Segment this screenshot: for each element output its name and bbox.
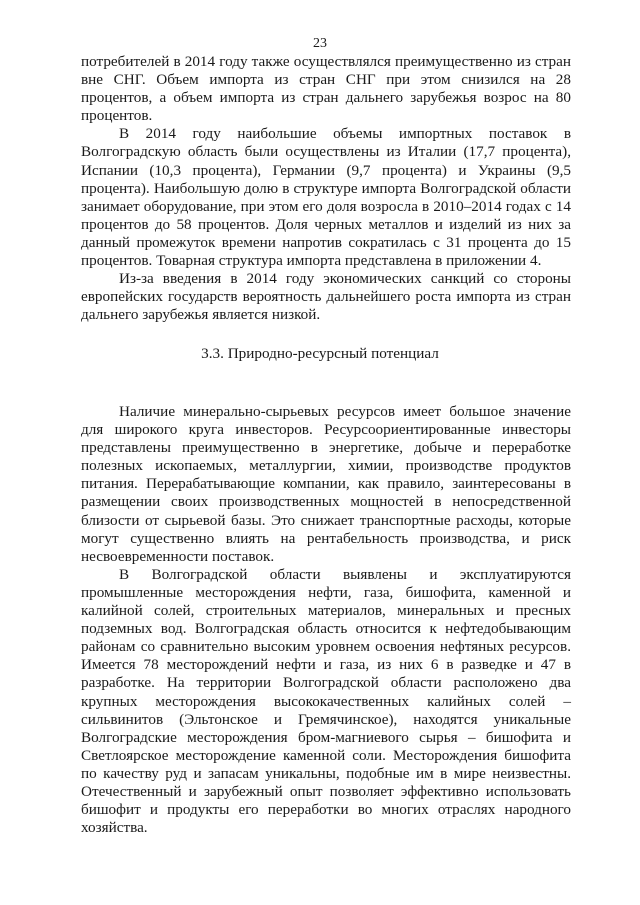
paragraph: потребителей в 2014 году также осуществлялся преимущественно из стран вне СНГ. Объем импорта из стран СНГ при этом снизился на 28 процентов, а объем импорта из стран дальнего зарубежья возрос на 80 процентов. <box>81 53 571 125</box>
paragraph: В 2014 году наибольшие объемы импортных поставок в Волгоградскую область были осуществлены из Италии (17,7 процента), Испании (10,3 процента), Германии (9,7 процента) и Украины (9,5 процента). Наибольшую долю в структуре импорта Волгоградской области занимает оборудование, при этом его доля возросла в 2010–2014 годах с 14 процентов до 58 процентов. Доля черных металлов и изделий из них за данный промежуток времени напротив сократилась с 31 процента до 15 процентов. Товарная структура импорта представлена в приложении 4. <box>81 125 571 270</box>
paragraph: Наличие минерально-сырьевых ресурсов имеет большое значение для широкого круга инвесторов. Ресурсоориентированные инвесторы представлены преимущественно в энергетике, добыче и переработке полезных ископаемых, металлургии, химии, производстве продуктов питания. Перерабатывающие компании, как правило, заинтересованы в размещении своих производственных мощностей в непосредственной близости от сырьевой базы. Это снижает транспортные расходы, которые могут существенно влиять на рентабельность производства, и риск несвоевременности поставок. <box>81 403 571 565</box>
text-block-before <box>81 53 571 324</box>
paragraph: В Волгоградской области выявлены и эксплуатируются промышленные месторождения нефти, газа, бишофита, каменной и калийной солей, строительных материалов, минеральных и пресных подземных вод. Волгоградская область относится к нефтедобывающим районам со сравнительно высоким уровнем освоения нефтяных ресурсов. Имеется 78 месторождений нефти и газа, из них 6 в разведке и 47 в разработке. На территории Волгоградской области расположено два крупных месторождения высококачественных калийных солей – сильвинитов (Эльтонское и Гремячинское), находятся уникальные Волгоградские месторождения бром-магниевого сырья – бишофита и Светлоярское месторождение каменной соли. Месторождения бишофита по качеству руд и запасам уникальны, подобные им в мире неизвестны. Отечественный и зарубежный опыт позволяет эффективно использовать бишофит и продукты его переработки во многих отраслях народного хозяйства. <box>81 565 571 837</box>
paragraph: Из-за введения в 2014 году экономических санкций со стороны европейских государств вероятность дальнейшего роста импорта из стран дальнего зарубежья является низкой. <box>81 270 571 324</box>
text-block-after <box>81 403 571 837</box>
section-heading: 3.3. Природно-ресурсный потенциал <box>201 345 439 362</box>
page-number: 23 <box>313 36 327 51</box>
